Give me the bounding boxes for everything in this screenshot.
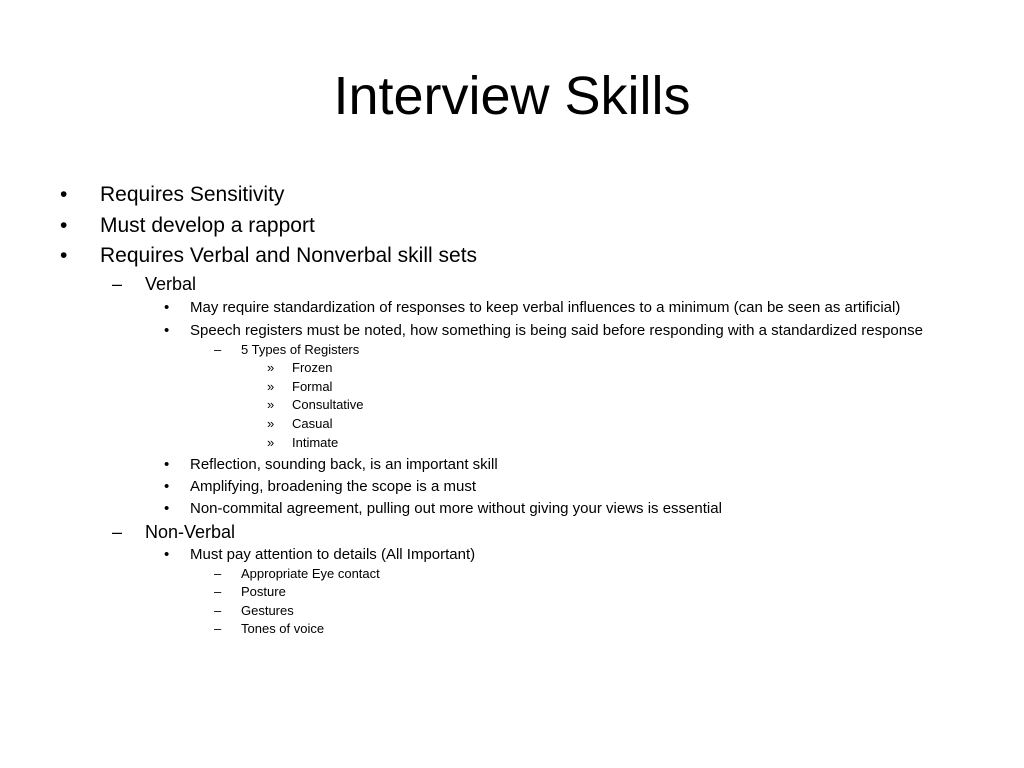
list-item-text: May require standardization of responses to keep verbal influences to a minimum (can be seen as artificial) bbox=[190, 298, 901, 316]
register-type bbox=[56, 415, 956, 434]
dash-icon: – bbox=[112, 521, 123, 542]
list-item bbox=[56, 299, 956, 317]
dash-icon: – bbox=[112, 273, 123, 294]
bullet-icon: • bbox=[164, 499, 170, 517]
dash-icon: – bbox=[214, 621, 222, 637]
dash-icon: – bbox=[214, 584, 222, 600]
list-item bbox=[56, 322, 956, 340]
register-type-text: Formal bbox=[292, 378, 333, 394]
register-type bbox=[56, 359, 956, 378]
dash-icon: – bbox=[214, 565, 222, 581]
slide-title: Interview Skills bbox=[333, 66, 691, 126]
bullet-icon: • bbox=[60, 244, 68, 267]
register-type-text: Frozen bbox=[292, 360, 333, 375]
raquo-icon: » bbox=[267, 434, 275, 450]
list-item-text: Speech registers must be noted, how something is being said before responding with a standardized response bbox=[190, 321, 923, 339]
bullet-text: Must develop a rapport bbox=[100, 213, 315, 237]
nonverbal-detail bbox=[56, 620, 956, 639]
raquo-icon: » bbox=[267, 360, 275, 375]
list-item bbox=[56, 500, 956, 518]
register-type bbox=[56, 396, 956, 415]
list-item-text: Amplifying, broadening the scope is a must bbox=[190, 477, 476, 495]
bullet-icon: • bbox=[164, 477, 170, 495]
bullet-text: Requires Verbal and Nonverbal skill sets bbox=[100, 244, 478, 267]
bullet-requires-sensitivity bbox=[56, 180, 956, 211]
nonverbal-detail bbox=[56, 565, 956, 584]
registers-heading-text: 5 Types of Registers bbox=[241, 341, 360, 357]
list-item bbox=[56, 546, 956, 564]
dash-icon: – bbox=[214, 602, 222, 618]
bullet-icon: • bbox=[164, 545, 170, 563]
bullet-icon: • bbox=[164, 321, 170, 339]
nonverbal-detail-text: Posture bbox=[241, 584, 286, 600]
list-item-text: Reflection, sounding back, is an important skill bbox=[190, 455, 498, 473]
nonverbal-detail-text: Gestures bbox=[241, 602, 294, 618]
nonverbal-detail-text: Appropriate Eye contact bbox=[241, 565, 380, 581]
raquo-icon: » bbox=[267, 397, 275, 413]
bullet-text: Requires Sensitivity bbox=[100, 183, 285, 206]
bullet-icon: • bbox=[164, 455, 170, 473]
list-item-text: Non-commital agreement, pulling out more without giving your views is essential bbox=[190, 499, 722, 517]
sub-bullet-text: Non-Verbal bbox=[145, 521, 236, 542]
list-item-text: Must pay attention to details (All Important) bbox=[190, 545, 476, 563]
nonverbal-detail-text: Tones of voice bbox=[241, 621, 325, 637]
registers-heading bbox=[56, 341, 956, 360]
dash-icon: – bbox=[214, 341, 222, 357]
raquo-icon: » bbox=[267, 416, 275, 432]
sub-bullet-verbal bbox=[56, 272, 956, 296]
list-item bbox=[56, 478, 956, 496]
bullet-verbal-nonverbal bbox=[56, 241, 956, 272]
register-type-text: Intimate bbox=[292, 434, 339, 450]
bullet-icon: • bbox=[164, 298, 170, 316]
bullet-icon: • bbox=[60, 183, 68, 206]
bullet-must-develop-rapport bbox=[56, 211, 956, 242]
list-item bbox=[56, 456, 956, 474]
slide-content bbox=[56, 180, 956, 639]
bullet-icon: • bbox=[60, 213, 68, 237]
sub-bullet-text: Verbal bbox=[145, 273, 197, 294]
nonverbal-detail bbox=[56, 602, 956, 621]
register-type bbox=[56, 378, 956, 397]
register-type-text: Consultative bbox=[292, 397, 364, 413]
sub-bullet-nonverbal bbox=[56, 520, 956, 544]
nonverbal-detail bbox=[56, 583, 956, 602]
raquo-icon: » bbox=[267, 378, 275, 394]
register-type bbox=[56, 434, 956, 453]
register-type-text: Casual bbox=[292, 416, 333, 432]
